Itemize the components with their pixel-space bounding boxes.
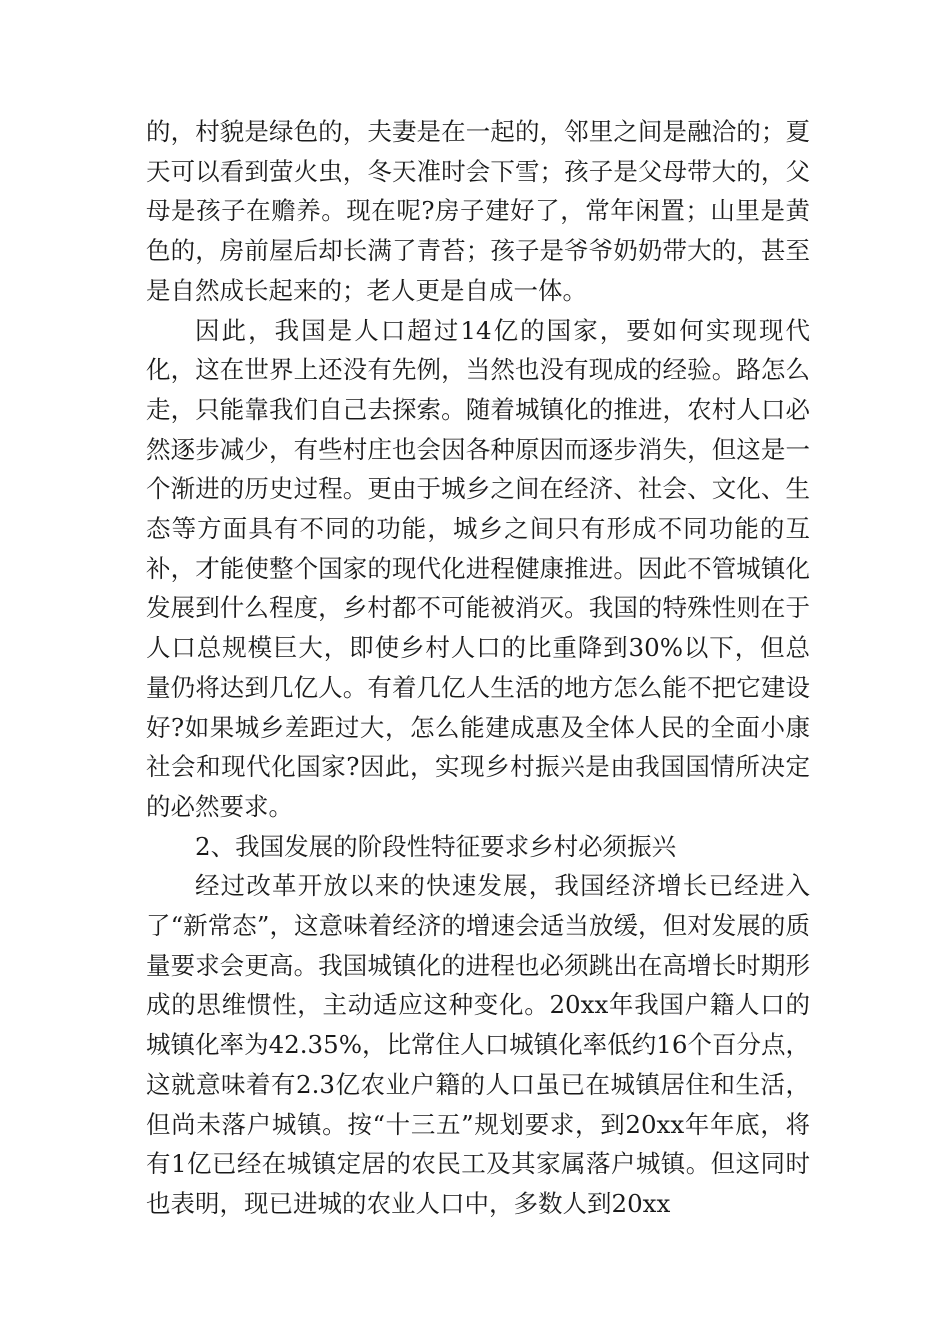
- paragraph-3: 经过改革开放以来的快速发展，我国经济增长已经进入了“新常态”，这意味着经济的增速会适当放缓，但对发展的质量要求会更高。我国城镇化的进程也必须跳出在高增长时期形成的思维惯性，主动适应这种变化。20xx年我国户籍人口的城镇化率为42.35%，比常住人口城镇化率低约16个百分点，这就意味着有2.3亿农业户籍的人口虽已在城镇居住和生活，但尚未落户城镇。按“十三五”规划要求，到20xx年年底，将有1亿已经在城镇定居的农民工及其家属落户城镇。但这同时也表明，现已进城的农业人口中，多数人到20xx: [146, 871, 810, 1218]
- paragraph-2: 因此，我国是人口超过14亿的国家，要如何实现现代化，这在世界上还没有先例，当然也没有现成的经验。路怎么走，只能靠我们自己去探索。随着城镇化的推进，农村人口必然逐步减少，有些村庄也会因各种原因而逐步消失，但这是一个渐进的历史过程。更由于城乡之间在经济、社会、文化、生态等方面具有不同的功能，城乡之间只有形成不同功能的互补，才能使整个国家的现代化进程健康推进。因此不管城镇化发展到什么程度，乡村都不可能被消灭。我国的特殊性则在于人口总规模巨大，即使乡村人口的比重降到30%以下，但总量仍将达到几亿人。有着几亿人生活的地方怎么能不把它建设好?如果城乡差距过大，怎么能建成惠及全体人民的全面小康社会和现代化国家?因此，实现乡村振兴是由我国国情所决定的必然要求。: [146, 315, 810, 821]
- document-body: [146, 112, 810, 1224]
- paragraph-1: 的，村貌是绿色的，夫妻是在一起的，邻里之间是融洽的；夏天可以看到萤火虫，冬天准时会下雪；孩子是父母带大的，父母是孩子在赡养。现在呢?房子建好了，常年闲置；山里是黄色的，房前屋后却长满了青苔；孩子是爷爷奶奶带大的，甚至是自然成长起来的；老人更是自成一体。: [146, 117, 810, 305]
- section-heading-2: 2、我国发展的阶段性特征要求乡村必须振兴: [195, 831, 677, 861]
